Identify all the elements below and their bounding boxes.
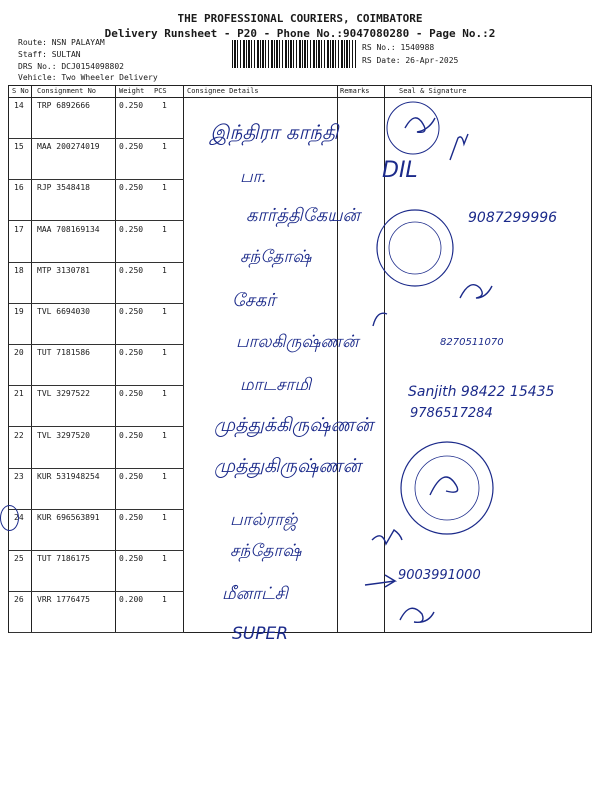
document-subtitle: Delivery Runsheet - P20 - Phone No.:9047080280 - Page No.:2 [104, 27, 496, 40]
drs-label: DRS No.: DCJ0154098802 [18, 62, 124, 71]
row-weight: 0.250 [119, 554, 144, 564]
row-divider [9, 632, 184, 633]
row-sno: 24 [14, 513, 24, 522]
row-pcs: 1 [162, 554, 167, 564]
row-sno: 21 [14, 389, 24, 399]
row-pcs: 1 [162, 265, 167, 275]
row-weight: 0.250 [119, 101, 144, 110]
header-weight: Weight [119, 87, 145, 95]
row-consignment-no: TRP 6892666 [37, 101, 90, 110]
row-sno: 17 [14, 224, 24, 234]
row-consignment-no: RJP 3548418 [37, 183, 90, 193]
barcode [232, 40, 356, 68]
row-pcs: 1 [162, 430, 167, 440]
row-consignment-no: TVL 3297520 [37, 430, 90, 440]
row-sno: 19 [14, 307, 24, 316]
row-consignment-no: MAA 708169134 [37, 224, 100, 234]
row-sno: 15 [14, 142, 24, 152]
row-weight: 0.250 [119, 471, 144, 481]
row-pcs: 1 [162, 224, 167, 234]
handwritten-consignee: முத்துகிருஷ்ணன் [214, 455, 361, 477]
handwritten-consignee: மாடசாமி [240, 375, 312, 395]
row-pcs: 1 [162, 307, 167, 316]
header-sno: S No [12, 87, 29, 95]
handwritten-signature-phone: 9786517284 [410, 406, 493, 421]
remarks-dil: DIL [382, 158, 418, 183]
row-consignment-no: MAA 200274019 [37, 142, 100, 152]
row-weight: 0.250 [119, 142, 144, 152]
row-consignment-no: TVL 3297522 [37, 389, 90, 399]
row-consignment-no: TUT 7181586 [37, 348, 90, 358]
rs-date: RS Date: 26-Apr-2025 [362, 56, 459, 65]
table-row [9, 592, 591, 633]
header-remarks: Remarks [340, 87, 370, 95]
row-consignment-no: MTP 3130781 [37, 265, 90, 275]
handwritten-consignee: பாலகிருஷ்ணன் [236, 332, 359, 352]
row-weight: 0.250 [119, 348, 144, 358]
handwritten-signature-phone: 8270511070 [440, 337, 504, 348]
row-sno: 22 [14, 430, 24, 440]
row-24-circle-mark [0, 505, 19, 531]
row-sno: 25 [14, 554, 24, 564]
handwritten-consignee: சந்தோஷ் [230, 541, 302, 561]
row-sno: 26 [14, 595, 24, 605]
handwritten-signature-phone: 9087299996 [468, 210, 558, 226]
row-pcs: 1 [162, 595, 167, 605]
row-pcs: 1 [162, 183, 167, 193]
row-pcs: 1 [162, 513, 167, 522]
document-title: THE PROFESSIONAL COURIERS, COIMBATORE [177, 12, 423, 25]
handwritten-signature-phone: Sanjith 98422 15435 [408, 384, 555, 400]
row-weight: 0.250 [119, 430, 144, 440]
handwritten-consignee: இந்திரா காந்தி [210, 120, 339, 144]
handwritten-consignee: SUPER [232, 624, 289, 644]
handwritten-consignee: பால்ராஜ் [230, 510, 298, 530]
row-weight: 0.250 [119, 513, 144, 522]
handwritten-consignee: சந்தோஷ் [240, 247, 312, 267]
header-pcs: PCS [154, 87, 167, 95]
staff-label: Staff: SULTAN [18, 50, 81, 59]
row-consignment-no: KUR 696563891 [37, 513, 100, 522]
header-consignment: Consignment No [37, 87, 97, 95]
row-pcs: 1 [162, 389, 167, 399]
row-consignment-no: KUR 531948254 [37, 471, 100, 481]
row-pcs: 1 [162, 101, 167, 110]
header-consignee: Consignee Details [187, 87, 259, 95]
row-sno: 16 [14, 183, 24, 193]
route-label: Route: NSN PALAYAM [18, 38, 105, 47]
row-sno: 23 [14, 471, 24, 481]
row-consignment-no: TVL 6694030 [37, 307, 90, 316]
handwritten-consignee: பா. [240, 167, 267, 187]
row-sno: 14 [14, 101, 24, 110]
handwritten-consignee: முத்துக்கிருஷ்ணன் [214, 414, 374, 436]
handwritten-consignee: கார்த்திகேயன் [246, 205, 360, 226]
row-consignment-no: TUT 7186175 [37, 554, 90, 564]
row-consignment-no: VRR 1776475 [37, 595, 90, 605]
row-pcs: 1 [162, 471, 167, 481]
vehicle-label: Vehicle: Two Wheeler Delivery [18, 73, 158, 82]
row-weight: 0.250 [119, 183, 144, 193]
handwritten-consignee: சேகர் [232, 290, 276, 311]
handwritten-signature-phone: 9003991000 [398, 568, 481, 583]
row-weight: 0.250 [119, 307, 144, 316]
row-weight: 0.250 [119, 389, 144, 399]
rs-number: RS No.: 1540988 [362, 43, 435, 52]
handwritten-consignee: மீனாட்சி [222, 584, 288, 604]
header-seal: Seal & Signature [399, 87, 467, 95]
row-weight: 0.250 [119, 224, 144, 234]
row-weight: 0.200 [119, 595, 144, 605]
row-sno: 18 [14, 265, 24, 275]
row-sno: 20 [14, 348, 24, 358]
row-pcs: 1 [162, 142, 167, 152]
row-pcs: 1 [162, 348, 167, 358]
row-weight: 0.250 [119, 265, 144, 275]
